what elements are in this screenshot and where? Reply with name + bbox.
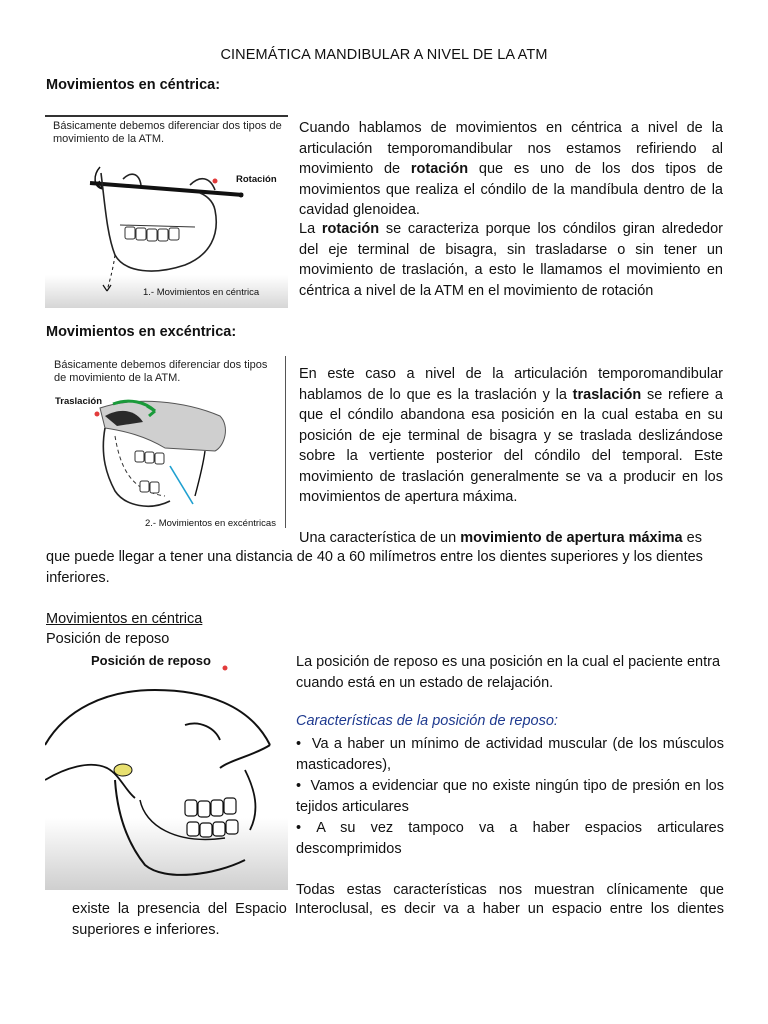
characteristics-title: Características de la posición de reposo:: [296, 713, 558, 729]
bold-term: movimiento de apertura máxima: [460, 530, 683, 546]
figure-caption: Básicamente debemos diferenciar dos tipos de movimiento de la ATM.: [53, 120, 282, 145]
closing-line3: superiores e inferiores.: [72, 922, 220, 938]
section2-paragraph2-line1: [299, 528, 723, 549]
bullet-text: A su vez tampoco va a haber espacios articulares descomprimidos: [296, 820, 724, 857]
section2-paragraph2-line3: inferiores.: [46, 570, 110, 586]
figure-tag-reposo: Posición de reposo: [91, 653, 211, 668]
bullet-text: Va a haber un mínimo de actividad muscular (de los músculos masticadores),: [296, 736, 724, 773]
bold-term: rotación: [410, 161, 469, 177]
text-span: Una característica de un: [299, 530, 461, 546]
figure-footer: 2.- Movimientos en excéntricas: [145, 518, 276, 529]
bullet-text: Vamos a evidenciar que no existe ningún tipo de presión en los tejidos articulares: [296, 778, 724, 815]
section1-paragraph2: [299, 219, 723, 301]
hinge-axis: [90, 183, 243, 195]
section3-subheading: Posición de reposo: [46, 631, 170, 647]
figure-divider-line: [285, 356, 286, 528]
jaw-rotation-illustration: [45, 115, 288, 308]
bullet-item-3: [296, 818, 724, 859]
bullet-item-1: [296, 734, 724, 775]
bullet-dot-icon: •: [296, 778, 302, 794]
section3-paragraph1: La posición de reposo es una posición en la cual el paciente entra cuando está en un estado de relajación.: [296, 654, 721, 691]
text-span: se caracteriza porque los cóndilos giran alrededor del eje terminal de bisagra, sin trasladarse o sin tener un movimiento de traslación, a esto le llamamos el movimiento en céntrica a nivel de la ATM en el movimiento de rotación: [299, 221, 723, 299]
section2-paragraph1: [299, 364, 723, 508]
figure-footer: 1.- Movimientos en céntrica: [143, 287, 260, 298]
section1-heading: Movimientos en céntrica:: [46, 77, 221, 93]
figure-rest-position: [45, 650, 288, 890]
text-span: es: [682, 530, 702, 546]
bullet-item-2: [296, 776, 724, 817]
figure-tag-rotacion: Rotación: [236, 174, 277, 185]
text-span: se refiere a que el cóndilo abandona esa posición en la cual estaba en su posición de eje terminal de bisagra y se traslada deslizándose sobre la vertiente posterior del cóndilo del temporal. Este movimiento de traslación generalmente se va a producir en los movimientos de apertura máxima.: [299, 386, 723, 505]
figure-caption: Básicamente debemos diferenciar dos tipos de movimiento de la ATM.: [54, 359, 268, 384]
bullet-dot-icon: •: [296, 736, 302, 752]
closing-line2: existe la presencia del Espacio Interoclusal, es decir va a haber un espacio entre los dientes: [72, 901, 724, 917]
jaw-translation-illustration: [45, 356, 285, 532]
document-title: CINEMÁTICA MANDIBULAR A NIVEL DE LA ATM: [220, 47, 548, 63]
text-span: que es uno de los dos tipos de movimientos que realiza el cóndilo de la mandíbula dentro de la cavidad glenoidea.: [299, 161, 723, 218]
section2-paragraph2-line2: que puede llegar a tener una distancia de 40 a 60 milímetros entre los dientes superiores y los dientes: [46, 549, 703, 565]
section1-paragraph1: [299, 118, 723, 221]
bold-term: rotación: [321, 221, 380, 237]
bullet-dot-icon: •: [296, 820, 302, 836]
section3-heading: Movimientos en céntrica: [46, 611, 203, 627]
figure-rotation: [45, 115, 288, 308]
bold-term: traslación: [572, 386, 642, 403]
figure-tag-traslacion: Traslación: [55, 396, 102, 407]
text-span: En este caso a nivel de la articulación temporomandibular hablamos de lo que es la traslación y la: [299, 366, 723, 403]
section2-heading: Movimientos en excéntrica:: [46, 324, 237, 340]
figure-translation: [45, 356, 285, 532]
text-span: Cuando hablamos de movimientos en céntrica a nivel de la articulación temporomandibular nos estamos refiriendo al movimiento de: [299, 120, 723, 177]
closing-line1: Todas estas características nos muestran clínicamente que: [296, 882, 724, 898]
text-span: La: [299, 221, 322, 237]
skull-rest-illustration: [45, 650, 288, 890]
